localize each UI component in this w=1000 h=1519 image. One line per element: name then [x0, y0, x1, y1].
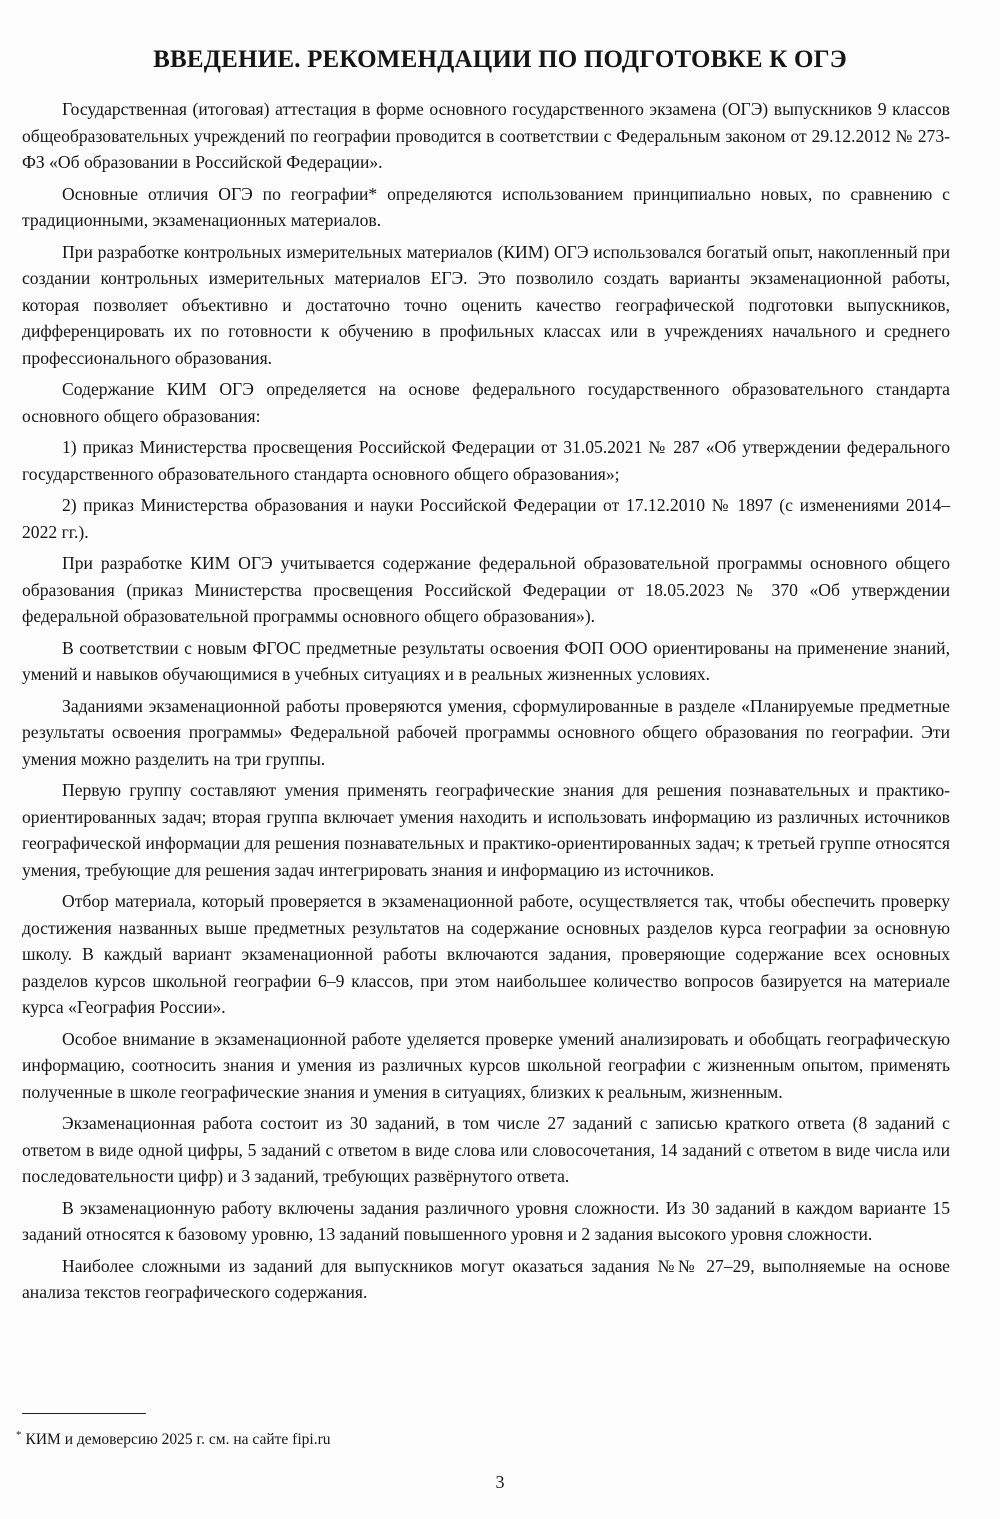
- paragraph: Экзаменационная работа состоит из 30 заданий, в том числе 27 заданий с записью краткого ответа (8 заданий с ответом в виде одной цифры, 5 заданий с ответом в виде слова или словосочетания, 14 заданий с ответом в виде числа или последовательности цифр) и 3 заданий, требующих развёрнутого ответа.: [22, 1113, 950, 1186]
- list-item: 1) приказ Министерства просвещения Российской Федерации от 31.05.2021 № 287 «Об утверждении федерального государственного образовательного стандарта основного общего образования»;: [22, 437, 950, 484]
- paragraph: Государственная (итоговая) аттестация в форме основного государственного экзамена (ОГЭ) выпускников 9 классов общеобразовательных учреждений по географии проводится в соответствии с Федеральным законом от 29.12.2012 № 273-ФЗ «Об образовании в Российской Федерации».: [22, 99, 950, 172]
- paragraph: Наиболее сложными из заданий для выпускников могут оказаться задания №№ 27–29, выполняемые на основе анализа текстов географического содержания.: [22, 1255, 950, 1302]
- paragraph: Первую группу составляют умения применять географические знания для решения познавательных и практико-ориентированных задач; вторая группа включает умения находить и использовать информацию из различных источников географической информации для решения познавательных и практико-ориентированных задач; к третьей группе относятся умения, требующие для решения задач интегрировать знания и информацию из источников.: [22, 780, 950, 880]
- paragraph: При разработке КИМ ОГЭ учитывается содержание федеральной образовательной программы основного общего образования (приказ Министерства просвещения Российской Федерации от 18.05.2023 № 370 «Об утверждении федеральной образовательной программы основного общего образования»).: [22, 553, 950, 626]
- body-text: [22, 96, 950, 1311]
- footnote-mark: *: [16, 1429, 22, 1441]
- paragraph: Содержание КИМ ОГЭ определяется на основе федерального государственного образовательного стандарта основного общего образования:: [22, 379, 950, 426]
- page-title: ВВЕДЕНИЕ. РЕКОМЕНДАЦИИ ПО ПОДГОТОВКЕ К ОГЭ: [153, 46, 847, 73]
- paragraph: Заданиями экзаменационной работы проверяются умения, сформулированные в разделе «Планируемые предметные результаты освоения программы» Федеральной рабочей программы основного общего образования по географии. Эти умения можно разделить на три группы.: [22, 695, 950, 769]
- footnote-divider: [22, 1413, 146, 1414]
- footnote: [16, 1425, 330, 1450]
- footnote-text: КИМ и демоверсию 2025 г. см. на сайте fipi.ru: [25, 1431, 331, 1449]
- paragraph: Особое внимание в экзаменационной работе уделяется проверке умений анализировать и обобщать географическую информацию, соотносить знания и умения из различных курсов школьной географии с жизненным опытом, применять полученные в школе географические знания и умения в ситуациях, близких к реальным, жизненным.: [22, 1028, 950, 1102]
- page-number: 3: [495, 1472, 505, 1492]
- paragraph: В соответствии с новым ФГОС предметные результаты освоения ФОП ООО ориентированы на применение знаний, умений и навыков обучающимися в учебных ситуациях и в реальных жизненных условиях.: [22, 637, 950, 684]
- paragraph: Основные отличия ОГЭ по географии* определяются использованием принципиально новых, по сравнению с традиционными, экзаменационных материалов.: [22, 183, 950, 230]
- paragraph: Отбор материала, который проверяется в экзаменационной работе, осуществляется так, чтобы обеспечить проверку достижения названных выше предметных результатов на содержание основных разделов курса географии за основную школу. В каждый вариант экзаменационной работы включаются задания, проверяющие содержание всех основных разделов курсов школьной географии 6–9 классов, при этом наибольшее количество вопросов базируется на материале курса «География России».: [22, 891, 950, 1017]
- list-item: 2) приказ Министерства образования и науки Российской Федерации от 17.12.2010 № 1897 (с изменениями 2014–2022 гг.).: [22, 495, 950, 542]
- paragraph: В экзаменационную работу включены задания различного уровня сложности. Из 30 заданий в каждом варианте 15 заданий относятся к базовому уровню, 13 заданий повышенного уровня и 2 задания высокого уровня сложности.: [22, 1197, 950, 1244]
- paragraph: При разработке контрольных измерительных материалов (КИМ) ОГЭ использовался богатый опыт, накопленный при создании контрольных измерительных материалов ЕГЭ. Это позволило создать варианты экзаменационной работы, которая позволяет объективно и достаточно точно оценить качество географической подготовки выпускников, дифференцировать их по готовности к обучению в профильных классах или в учреждениях начального и среднего профессионального образования.: [22, 241, 950, 368]
